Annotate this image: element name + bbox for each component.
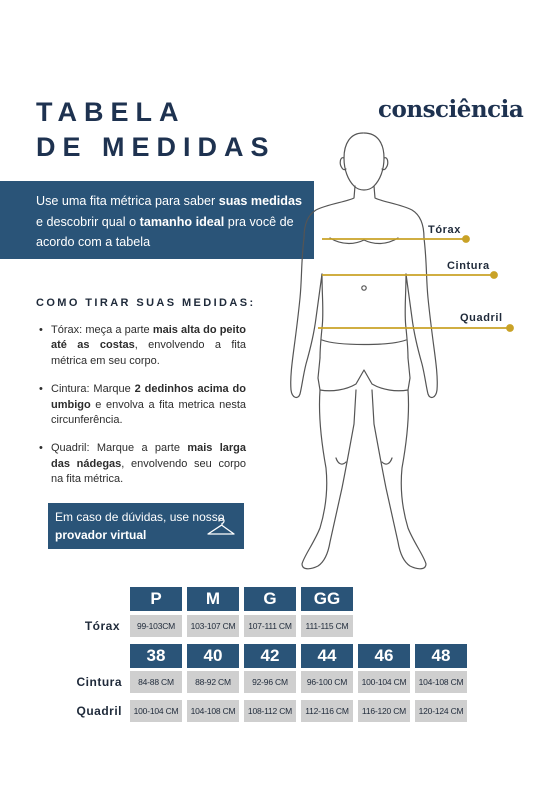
table-cell: 100-104 CM — [358, 671, 410, 693]
howto-item-cintura — [36, 382, 246, 428]
howto-text: e envolva a fita metrica nesta circunferência. — [51, 398, 246, 427]
size-header-48: 48 — [415, 644, 467, 668]
intro-bold-2: tamanho ideal — [139, 214, 225, 229]
quadril-marker — [507, 325, 513, 331]
intro-text-3: pra você de acordo com a tabela — [36, 214, 294, 249]
intro-bold-1: suas medidas — [218, 194, 302, 208]
table-cell: 108-112 CM — [244, 700, 296, 722]
title-line-2: DE MEDIDAS — [36, 132, 276, 162]
size-header-40: 40 — [187, 644, 239, 668]
doubt-bold: provador virtual — [55, 528, 147, 542]
howto-item-quadril — [36, 441, 246, 487]
size-header-g: G — [244, 587, 296, 611]
howto-text: , envolvendo a fita métrica em seu corpo. — [51, 339, 246, 367]
doubt-text: Em caso de dúvidas, use nosso — [55, 510, 225, 524]
row-label-quadril: Quadril — [76, 704, 122, 718]
howto-text: , envolvendo seu corpo na fita métrica. — [51, 457, 246, 486]
table-cell: 112-116 CM — [301, 700, 353, 722]
table-cell: 120-124 CM — [415, 700, 467, 722]
page-title — [36, 95, 296, 165]
howto-bold: mais alta do peito até as costas — [51, 324, 246, 352]
size-header-p: P — [130, 587, 182, 611]
size-header-38: 38 — [130, 644, 182, 668]
table-cell: 111-115 CM — [301, 615, 353, 637]
table-cell: 104-108 CM — [187, 700, 239, 722]
hanger-icon — [206, 517, 236, 537]
intro-text-1: Use uma fita métrica para saber — [36, 194, 219, 208]
howto-bold: mais larga das nádegas — [51, 442, 247, 470]
size-header-44: 44 — [301, 644, 353, 668]
brand-logo: consciência — [378, 96, 524, 123]
table-cell: 84-88 CM — [130, 671, 182, 693]
table-cell: 103-107 CM — [187, 615, 239, 637]
row-label-cintura: Cintura — [76, 675, 122, 689]
torax-label: Tórax — [428, 224, 461, 236]
table-cell: 92-96 CM — [244, 671, 296, 693]
table-cell: 116-120 CM — [358, 700, 410, 722]
intro-banner — [0, 181, 314, 259]
title-line-1: TABELA — [36, 97, 186, 127]
cintura-marker — [491, 272, 497, 278]
body-figure-illustration — [288, 128, 528, 578]
table-cell: 96-100 CM — [301, 671, 353, 693]
howto-text: Tórax: meça a parte — [51, 324, 153, 336]
quadril-label: Quadril — [460, 312, 503, 324]
howto-item-torax — [36, 323, 246, 369]
torax-marker — [463, 236, 469, 242]
table-cell: 99-103CM — [130, 615, 182, 637]
size-header-46: 46 — [358, 644, 410, 668]
size-header-m: M — [187, 587, 239, 611]
virtual-fitting-link[interactable] — [48, 503, 244, 549]
cintura-label: Cintura — [447, 260, 490, 272]
table-cell: 107-111 CM — [244, 615, 296, 637]
howto-text: Cintura: Marque — [51, 383, 135, 396]
howto-text: Quadril: Marque a parte — [51, 442, 188, 455]
row-label-torax: Tórax — [84, 619, 120, 633]
size-header-42: 42 — [244, 644, 296, 668]
table-cell: 88-92 CM — [187, 671, 239, 693]
howto-title: COMO TIRAR SUAS MEDIDAS: — [36, 297, 256, 309]
table-cell: 100-104 CM — [130, 700, 182, 722]
howto-list — [36, 323, 246, 501]
intro-text-2: e descobrir qual o — [36, 214, 140, 229]
head-outline — [344, 133, 384, 190]
size-header-gg: GG — [301, 587, 353, 611]
table-cell: 104-108 CM — [415, 671, 467, 693]
howto-bold: 2 dedinhos acima do umbigo — [51, 383, 246, 411]
